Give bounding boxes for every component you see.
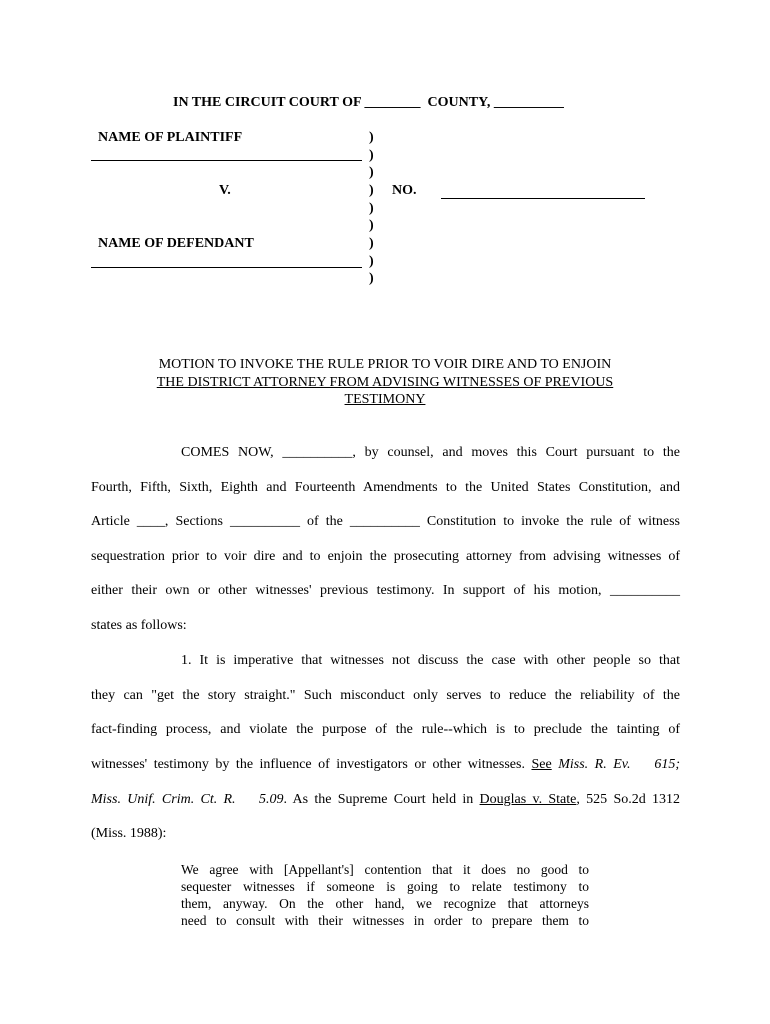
- block-quote-line: sequester witnesses if someone is going to relate testimony to: [181, 879, 589, 894]
- block-quote-line: need to consult with their witnesses in order to prepare them to: [181, 913, 589, 928]
- block-quote-line: We agree with [Appellant's] contention that it does no good to: [181, 862, 589, 877]
- case-name: Douglas v. State: [479, 792, 577, 807]
- paragraph-1-text: witnesses' testimony by the influence of investigators or other witnesses.: [91, 757, 525, 772]
- paragraph-1-line: 1. It is imperative that witnesses not discuss the case with other people so that: [181, 653, 680, 668]
- case-reporter: , 525 So.2d 1312: [576, 792, 681, 807]
- caption-paren: ): [369, 183, 374, 198]
- see-signal: See: [531, 757, 552, 772]
- defendant-signature-line: [91, 267, 362, 268]
- plaintiff-label: NAME OF PLAINTIFF: [98, 130, 243, 145]
- caption-paren: ): [369, 165, 374, 180]
- paragraph-1-line: they can "get the story straight." Such misconduct only serves to reduce the reliability of the: [91, 688, 680, 703]
- caption-paren: ): [369, 148, 374, 163]
- versus-label: V.: [219, 183, 231, 198]
- caption-paren: ): [369, 201, 374, 216]
- rule-citation: Miss. R. Ev.   615;: [558, 757, 681, 772]
- motion-title-line: [90, 392, 680, 408]
- paragraph-1-text: . As the Supreme Court held in: [283, 792, 474, 807]
- caption-paren: ): [369, 218, 374, 233]
- motion-title-line: [90, 375, 680, 391]
- paragraph-1-line: (Miss. 1988):: [91, 826, 167, 841]
- plaintiff-signature-line: [91, 160, 362, 161]
- court-header: IN THE CIRCUIT COURT OF ________ COUNTY, __________: [173, 95, 564, 110]
- caption-paren: ): [369, 254, 374, 269]
- caption-paren: ): [369, 271, 374, 286]
- paragraph-1-line: [91, 757, 680, 773]
- paragraph-1-line: fact-finding process, and violate the purpose of the rule--which is to preclude the tainting of: [91, 722, 680, 737]
- caption-paren: ): [369, 236, 374, 251]
- intro-line: states as follows:: [91, 618, 187, 633]
- intro-line: COMES NOW, __________, by counsel, and moves this Court pursuant to the: [181, 445, 680, 460]
- motion-title-line: MOTION TO INVOKE THE RULE PRIOR TO VOIR DIRE AND TO ENJOIN: [158, 357, 612, 372]
- defendant-label: NAME OF DEFENDANT: [98, 236, 254, 251]
- intro-line: either their own or other witnesses' previous testimony. In support of his motion, __________: [91, 583, 680, 598]
- intro-line: sequestration prior to voir dire and to enjoin the prosecuting attorney from advising witnesses of: [91, 549, 680, 564]
- rule-citation: Miss. Unif. Crim. Ct. R.   5.09: [91, 792, 284, 807]
- case-number-label: NO.: [392, 183, 417, 198]
- paragraph-1-line: [91, 792, 680, 808]
- intro-line: Fourth, Fifth, Sixth, Eighth and Fourteenth Amendments to the United States Constitution, and: [91, 480, 680, 495]
- case-number-line: [441, 198, 645, 199]
- motion-title-text: TESTIMONY: [344, 392, 426, 407]
- block-quote-line: them, anyway. On the other hand, we recognize that attorneys: [181, 896, 589, 911]
- intro-line: Article ____, Sections __________ of the __________ Constitution to invoke the rule of witness: [91, 514, 680, 529]
- caption-paren: ): [369, 130, 374, 145]
- motion-title-text: THE DISTRICT ATTORNEY FROM ADVISING WITNESSES OF PREVIOUS: [156, 375, 614, 390]
